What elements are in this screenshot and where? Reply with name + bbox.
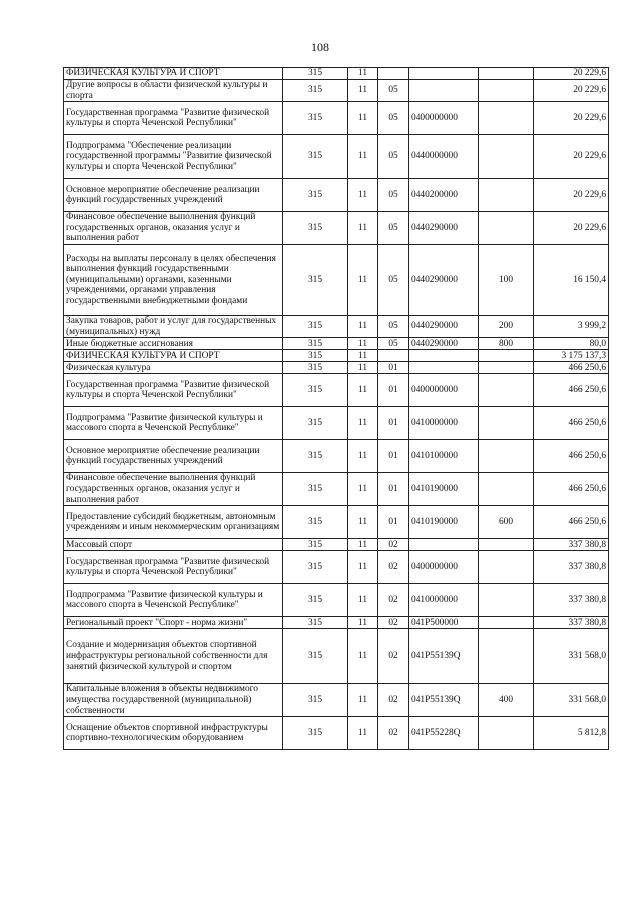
row-rz-cell: 11 <box>348 179 378 212</box>
table-row <box>64 68 609 80</box>
row-amount-cell: 337 380,8 <box>534 539 609 551</box>
row-pr-cell: 01 <box>378 374 409 407</box>
row-rz-cell: 11 <box>348 629 378 684</box>
row-name-cell: Подпрограмма "Развитие физической культуры и массового спорта в Чеченской Республике" <box>64 407 283 440</box>
row-amount-cell: 80,0 <box>534 338 609 350</box>
row-gr-cell: 315 <box>283 717 348 750</box>
row-name-cell: Региональный проект "Спорт - норма жизни" <box>64 617 283 629</box>
row-gr-cell: 315 <box>283 407 348 440</box>
row-rz-cell: 11 <box>348 506 378 539</box>
row-csr-cell: 0410000000 <box>409 407 479 440</box>
row-amount-cell: 466 250,6 <box>534 473 609 506</box>
row-amount-cell: 466 250,6 <box>534 407 609 440</box>
row-vr-cell <box>479 407 534 440</box>
row-gr-cell: 315 <box>283 338 348 350</box>
row-name-cell: Финансовое обеспечение выполнения функций государственных органов, оказания услуг и выполнения работ <box>64 212 283 245</box>
row-rz-cell: 11 <box>348 440 378 473</box>
row-amount-cell: 3 999,2 <box>534 316 609 338</box>
row-rz-cell: 11 <box>348 551 378 584</box>
table-row <box>64 80 609 102</box>
row-rz-cell: 11 <box>348 374 378 407</box>
row-gr-cell: 315 <box>283 440 348 473</box>
row-name-cell: Создание и модернизация объектов спортивной инфраструктуры региональной собственности для занятий физической культурой и спортом <box>64 629 283 684</box>
row-vr-cell <box>479 629 534 684</box>
row-gr-cell: 315 <box>283 629 348 684</box>
row-rz-cell: 11 <box>348 539 378 551</box>
row-rz-cell: 11 <box>348 584 378 617</box>
table-row <box>64 179 609 212</box>
row-pr-cell: 05 <box>378 338 409 350</box>
row-pr-cell: 02 <box>378 584 409 617</box>
row-vr-cell <box>479 539 534 551</box>
table-row <box>64 338 609 350</box>
row-pr-cell: 05 <box>378 179 409 212</box>
row-amount-cell: 337 380,8 <box>534 617 609 629</box>
table-row <box>64 440 609 473</box>
row-csr-cell: 0410190000 <box>409 506 479 539</box>
row-name-cell: Оснащение объектов спортивной инфраструктуры спортивно-технологическим оборудованием <box>64 717 283 750</box>
row-vr-cell <box>479 135 534 179</box>
row-csr-cell: 0440290000 <box>409 316 479 338</box>
table-row <box>64 407 609 440</box>
row-vr-cell <box>479 473 534 506</box>
row-pr-cell: 05 <box>378 245 409 316</box>
row-pr-cell <box>378 68 409 80</box>
row-rz-cell: 11 <box>348 102 378 135</box>
row-pr-cell: 05 <box>378 80 409 102</box>
row-name-cell: Финансовое обеспечение выполнения функций государственных органов, оказания услуг и выполнения работ <box>64 473 283 506</box>
row-name-cell: Государственная программа "Развитие физической культуры и спорта Чеченской Республики" <box>64 102 283 135</box>
row-rz-cell: 11 <box>348 684 378 717</box>
table-row <box>64 212 609 245</box>
row-vr-cell <box>479 179 534 212</box>
row-vr-cell <box>479 717 534 750</box>
row-name-cell: Государственная программа "Развитие физической культуры и спорта Чеченской Республики" <box>64 551 283 584</box>
table-row <box>64 629 609 684</box>
row-csr-cell: 0400000000 <box>409 374 479 407</box>
table-row <box>64 245 609 316</box>
row-amount-cell: 466 250,6 <box>534 440 609 473</box>
row-pr-cell: 02 <box>378 617 409 629</box>
row-gr-cell: 315 <box>283 245 348 316</box>
row-pr-cell: 01 <box>378 473 409 506</box>
row-name-cell: Массовый спорт <box>64 539 283 551</box>
row-name-cell: Предоставление субсидий бюджетным, автономным учреждениям и иным некоммерческим организациям <box>64 506 283 539</box>
row-csr-cell: 0440290000 <box>409 338 479 350</box>
row-csr-cell: 041P55228Q <box>409 717 479 750</box>
row-vr-cell: 100 <box>479 245 534 316</box>
row-amount-cell: 20 229,6 <box>534 135 609 179</box>
row-csr-cell: 0440290000 <box>409 245 479 316</box>
row-amount-cell: 5 812,8 <box>534 717 609 750</box>
row-pr-cell: 05 <box>378 316 409 338</box>
page-number: 108 <box>311 40 329 54</box>
table-row <box>64 539 609 551</box>
row-amount-cell: 16 150,4 <box>534 245 609 316</box>
row-csr-cell <box>409 539 479 551</box>
row-pr-cell: 05 <box>378 135 409 179</box>
row-amount-cell: 20 229,6 <box>534 102 609 135</box>
row-rz-cell: 11 <box>348 135 378 179</box>
row-amount-cell: 20 229,6 <box>534 179 609 212</box>
row-gr-cell: 315 <box>283 316 348 338</box>
row-pr-cell: 02 <box>378 629 409 684</box>
row-amount-cell: 331 568,0 <box>534 684 609 717</box>
row-amount-cell: 331 568,0 <box>534 629 609 684</box>
row-gr-cell: 315 <box>283 350 348 362</box>
row-vr-cell <box>479 68 534 80</box>
row-pr-cell: 01 <box>378 407 409 440</box>
row-rz-cell: 11 <box>348 717 378 750</box>
row-csr-cell <box>409 362 479 374</box>
row-gr-cell: 315 <box>283 179 348 212</box>
row-rz-cell: 11 <box>348 80 378 102</box>
table-row <box>64 135 609 179</box>
row-csr-cell: 0440290000 <box>409 212 479 245</box>
table-row <box>64 374 609 407</box>
row-gr-cell: 315 <box>283 80 348 102</box>
table-row <box>64 473 609 506</box>
row-gr-cell: 315 <box>283 473 348 506</box>
row-pr-cell: 02 <box>378 684 409 717</box>
row-vr-cell <box>479 102 534 135</box>
row-name-cell: Другие вопросы в области физической культуры и спорта <box>64 80 283 102</box>
table-row <box>64 717 609 750</box>
row-amount-cell: 3 175 137,3 <box>534 350 609 362</box>
row-rz-cell: 11 <box>348 473 378 506</box>
row-pr-cell: 01 <box>378 506 409 539</box>
row-pr-cell <box>378 350 409 362</box>
row-name-cell: Иные бюджетные ассигнования <box>64 338 283 350</box>
row-pr-cell: 02 <box>378 717 409 750</box>
row-amount-cell: 466 250,6 <box>534 374 609 407</box>
row-name-cell: Основное мероприятие обеспечение реализации функций государственных учреждений <box>64 440 283 473</box>
row-name-cell: Государственная программа "Развитие физической культуры и спорта Чеченской Республики" <box>64 374 283 407</box>
row-name-cell: Основное мероприятие обеспечение реализации функций государственных учреждений <box>64 179 283 212</box>
row-vr-cell <box>479 440 534 473</box>
row-gr-cell: 315 <box>283 135 348 179</box>
row-csr-cell: 0410000000 <box>409 584 479 617</box>
row-name-cell: Подпрограмма "Развитие физической культуры и массового спорта в Чеченской Республике" <box>64 584 283 617</box>
row-csr-cell <box>409 68 479 80</box>
table-row <box>64 350 609 362</box>
row-rz-cell: 11 <box>348 617 378 629</box>
row-vr-cell: 600 <box>479 506 534 539</box>
budget-table-body <box>64 68 609 750</box>
table-row <box>64 102 609 135</box>
table-row <box>64 316 609 338</box>
row-rz-cell: 11 <box>348 350 378 362</box>
row-gr-cell: 315 <box>283 584 348 617</box>
row-csr-cell: 0400000000 <box>409 551 479 584</box>
row-rz-cell: 11 <box>348 362 378 374</box>
row-csr-cell: 0400000000 <box>409 102 479 135</box>
row-rz-cell: 11 <box>348 407 378 440</box>
row-rz-cell: 11 <box>348 338 378 350</box>
row-csr-cell: 0410100000 <box>409 440 479 473</box>
row-name-cell: ФИЗИЧЕСКАЯ КУЛЬТУРА И СПОРТ <box>64 350 283 362</box>
row-csr-cell: 041P500000 <box>409 617 479 629</box>
row-gr-cell: 315 <box>283 374 348 407</box>
row-csr-cell <box>409 350 479 362</box>
row-vr-cell <box>479 350 534 362</box>
row-vr-cell <box>479 551 534 584</box>
row-name-cell: Подпрограмма "Обеспечение реализации государственной программы "Развитие физической культуры и спорта Чеченской Республики" <box>64 135 283 179</box>
row-amount-cell: 337 380,8 <box>534 551 609 584</box>
row-amount-cell: 466 250,6 <box>534 506 609 539</box>
row-pr-cell: 02 <box>378 551 409 584</box>
row-vr-cell <box>479 362 534 374</box>
row-vr-cell <box>479 584 534 617</box>
table-row <box>64 551 609 584</box>
row-name-cell: Физическая культура <box>64 362 283 374</box>
row-vr-cell: 400 <box>479 684 534 717</box>
row-vr-cell <box>479 212 534 245</box>
row-csr-cell <box>409 80 479 102</box>
row-rz-cell: 11 <box>348 212 378 245</box>
row-rz-cell: 11 <box>348 68 378 80</box>
row-vr-cell: 800 <box>479 338 534 350</box>
row-gr-cell: 315 <box>283 362 348 374</box>
budget-table <box>63 67 609 750</box>
row-gr-cell: 315 <box>283 506 348 539</box>
row-pr-cell: 05 <box>378 102 409 135</box>
row-vr-cell <box>479 374 534 407</box>
row-amount-cell: 466 250,6 <box>534 362 609 374</box>
row-pr-cell: 01 <box>378 440 409 473</box>
table-row <box>64 584 609 617</box>
table-row <box>64 617 609 629</box>
row-pr-cell: 02 <box>378 539 409 551</box>
table-row <box>64 362 609 374</box>
row-amount-cell: 20 229,6 <box>534 80 609 102</box>
table-row <box>64 506 609 539</box>
row-csr-cell: 0440200000 <box>409 179 479 212</box>
row-vr-cell <box>479 617 534 629</box>
row-gr-cell: 315 <box>283 68 348 80</box>
row-csr-cell: 0410190000 <box>409 473 479 506</box>
row-amount-cell: 20 229,6 <box>534 212 609 245</box>
row-amount-cell: 337 380,8 <box>534 584 609 617</box>
row-gr-cell: 315 <box>283 212 348 245</box>
row-gr-cell: 315 <box>283 539 348 551</box>
row-csr-cell: 041P55139Q <box>409 684 479 717</box>
row-name-cell: Расходы на выплаты персоналу в целях обеспечения выполнения функций государственными (муниципальными) органами, казенными учреждениями, органами управления государственными внебюджетными фондами <box>64 245 283 316</box>
row-rz-cell: 11 <box>348 316 378 338</box>
row-gr-cell: 315 <box>283 684 348 717</box>
row-gr-cell: 315 <box>283 551 348 584</box>
row-csr-cell: 0440000000 <box>409 135 479 179</box>
row-csr-cell: 041P55139Q <box>409 629 479 684</box>
row-pr-cell: 05 <box>378 212 409 245</box>
row-name-cell: Закупка товаров, работ и услуг для государственных (муниципальных) нужд <box>64 316 283 338</box>
row-vr-cell <box>479 80 534 102</box>
row-name-cell: Капитальные вложения в объекты недвижимого имущества государственной (муниципальной) собственности <box>64 684 283 717</box>
row-amount-cell: 20 229,6 <box>534 68 609 80</box>
row-pr-cell: 01 <box>378 362 409 374</box>
row-rz-cell: 11 <box>348 245 378 316</box>
row-gr-cell: 315 <box>283 102 348 135</box>
row-name-cell: ФИЗИЧЕСКАЯ КУЛЬТУРА И СПОРТ <box>64 68 283 80</box>
row-vr-cell: 200 <box>479 316 534 338</box>
row-gr-cell: 315 <box>283 617 348 629</box>
table-row <box>64 684 609 717</box>
